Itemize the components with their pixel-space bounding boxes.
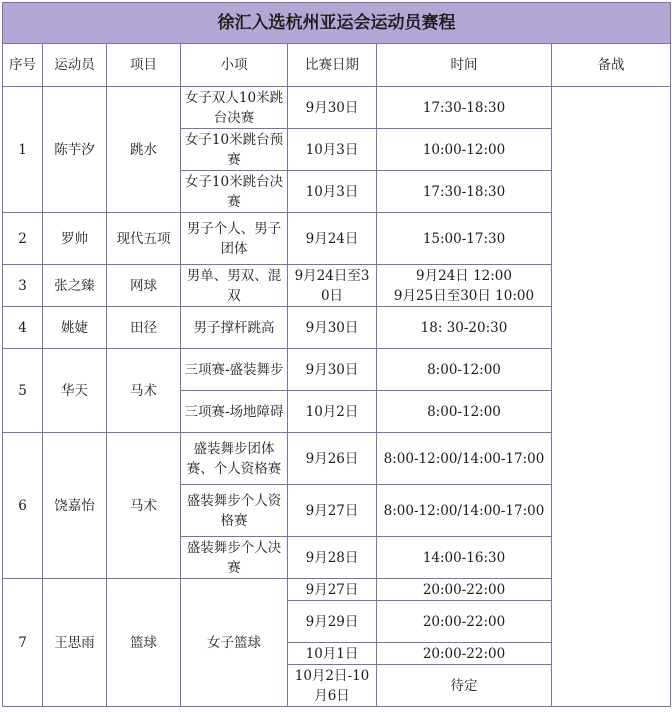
cell-date: 9月26日 [288,433,377,485]
cell-sport: 跳水 [107,87,181,213]
cell-time: 10:00-12:00 [377,129,552,171]
cell-event: 女子篮球 [181,579,288,707]
cell-preparation [552,87,671,707]
cell-sport: 马术 [107,349,181,433]
cell-no: 7 [3,579,43,707]
cell-date: 9月27日 [288,579,377,601]
cell-event: 三项赛-场地障碍 [181,391,288,433]
header-date: 比赛日期 [288,44,377,87]
cell-date: 9月28日 [288,537,377,579]
table-row [3,87,671,129]
cell-event: 男子撑杆跳高 [181,307,288,349]
cell-time: 20:00-22:00 [377,601,552,643]
cell-event: 男单、男双、混双 [181,265,288,307]
cell-date: 9月30日 [288,349,377,391]
schedule-table [2,2,671,707]
cell-date: 9月30日 [288,307,377,349]
cell-time: 8:00-12:00/14:00-17:00 [377,485,552,537]
cell-no: 3 [3,265,43,307]
cell-no: 4 [3,307,43,349]
cell-time: 14:00-16:30 [377,537,552,579]
cell-date: 10月2日-10月6日 [288,665,377,707]
header-time: 时间 [377,44,552,87]
cell-date: 9月24日至30日 [288,265,377,307]
cell-athlete: 王思雨 [43,579,107,707]
cell-date: 10月1日 [288,643,377,665]
cell-athlete: 饶嘉怡 [43,433,107,579]
cell-no: 5 [3,349,43,433]
cell-event: 三项赛-盛装舞步 [181,349,288,391]
table-title: 徐汇入选杭州亚运会运动员赛程 [3,3,671,44]
cell-athlete: 张之臻 [43,265,107,307]
cell-event: 盛装舞步团体赛、个人资格赛 [181,433,288,485]
cell-sport: 篮球 [107,579,181,707]
cell-date: 10月2日 [288,391,377,433]
cell-sport: 现代五项 [107,213,181,265]
cell-date: 9月27日 [288,485,377,537]
cell-athlete: 姚婕 [43,307,107,349]
cell-time: 9月24日 12:00 9月25日至30日 10:00 [377,265,552,307]
cell-sport: 马术 [107,433,181,579]
cell-event: 女子10米跳台预赛 [181,129,288,171]
cell-no: 6 [3,433,43,579]
cell-date: 9月24日 [288,213,377,265]
cell-no: 1 [3,87,43,213]
cell-athlete: 罗帅 [43,213,107,265]
cell-time: 20:00-22:00 [377,579,552,601]
cell-event: 盛装舞步个人资格赛 [181,485,288,537]
cell-event: 盛装舞步个人决赛 [181,537,288,579]
header-preparation: 备战 [552,44,671,87]
header-athlete: 运动员 [43,44,107,87]
header-no: 序号 [3,44,43,87]
cell-event: 男子个人、男子团体 [181,213,288,265]
cell-date: 9月29日 [288,601,377,643]
cell-time: 待定 [377,665,552,707]
cell-time: 8:00-12:00/14:00-17:00 [377,433,552,485]
cell-time: 8:00-12:00 [377,391,552,433]
cell-time: 17:30-18:30 [377,87,552,129]
cell-time: 18: 30-20:30 [377,307,552,349]
cell-date: 9月30日 [288,87,377,129]
cell-event: 女子10米跳台决赛 [181,171,288,213]
cell-time: 8:00-12:00 [377,349,552,391]
cell-time: 20:00-22:00 [377,643,552,665]
cell-athlete: 华天 [43,349,107,433]
cell-sport: 田径 [107,307,181,349]
header-event: 小项 [181,44,288,87]
cell-sport: 网球 [107,265,181,307]
cell-time: 15:00-17:30 [377,213,552,265]
cell-date: 10月3日 [288,129,377,171]
header-row [3,44,671,87]
cell-no: 2 [3,213,43,265]
cell-athlete: 陈芋汐 [43,87,107,213]
cell-time: 17:30-18:30 [377,171,552,213]
cell-event: 女子双人10米跳台决赛 [181,87,288,129]
schedule-body [3,87,671,707]
cell-date: 10月3日 [288,171,377,213]
header-sport: 项目 [107,44,181,87]
